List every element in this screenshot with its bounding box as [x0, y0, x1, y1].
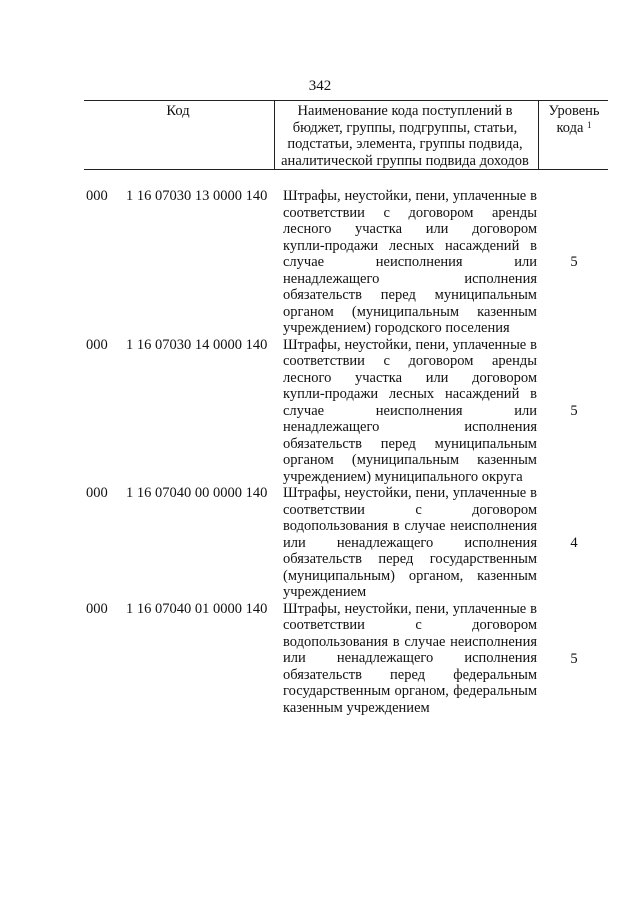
- header-level-line-2: кода $^1$: [556, 119, 592, 136]
- description-line: ненадлежащего исполнения: [283, 270, 537, 287]
- header-name-line: подстатьи, элемента, группы подвида,: [287, 136, 523, 152]
- table-row: [84, 188, 608, 337]
- income-description: [283, 188, 537, 337]
- description-line: Штрафы, неустойки, пени, уплаченные в: [283, 336, 537, 353]
- admin-code: 000: [86, 485, 108, 501]
- description-line: соответствии с договором аренды: [283, 353, 537, 369]
- description-line: соответствии с договором аренды: [283, 204, 537, 221]
- header-code-label: Код: [166, 103, 190, 119]
- description-line: случае неисполнения или: [283, 402, 537, 419]
- income-description: [283, 601, 537, 717]
- description-line: учреждением) городского поселения: [283, 320, 510, 336]
- header-name-line: Наименование кода поступлений в: [297, 103, 513, 119]
- description-line: лесного участка или договором: [283, 369, 537, 386]
- table-row: [84, 601, 608, 717]
- description-line: обязательств перед государственным: [283, 551, 537, 567]
- code-level: 4: [570, 535, 578, 551]
- code-level: 5: [570, 254, 578, 270]
- income-description: [283, 485, 537, 601]
- description-line: казенным учреждением: [283, 699, 430, 716]
- table-row: [84, 485, 608, 601]
- description-line: учреждением) муниципального округа: [283, 468, 523, 485]
- income-description: [283, 337, 537, 486]
- description-line: соответствии с договором: [283, 501, 537, 518]
- description-line: купли-продажи лесных насаждений в: [283, 386, 537, 402]
- header-name-line: бюджет, группы, подгруппы, статьи,: [292, 119, 518, 136]
- table-body: [84, 188, 608, 716]
- code-level: 5: [570, 402, 578, 419]
- budget-code: 1 16 07030 14 0000 140: [126, 336, 268, 353]
- description-line: обязательств перед федеральным: [283, 666, 537, 683]
- header-name-label: [274, 103, 536, 169]
- description-line: соответствии с договором: [283, 617, 537, 633]
- admin-code: 000: [86, 336, 108, 353]
- description-line: Штрафы, неустойки, пени, уплаченные в: [283, 188, 537, 204]
- description-line: или ненадлежащего исполнения: [283, 534, 537, 551]
- footnote-mark: 1: [587, 119, 592, 130]
- header-bottom-rule: [84, 169, 608, 170]
- admin-code: 000: [86, 188, 108, 204]
- header-level-label: [540, 103, 608, 136]
- description-line: обязательств перед муниципальным: [283, 435, 537, 452]
- description-line: водопользования в случае неисполнения: [283, 633, 537, 650]
- table-header: [84, 100, 608, 170]
- code-level: 5: [570, 650, 578, 667]
- description-line: Штрафы, неустойки, пени, уплаченные в: [283, 600, 537, 617]
- budget-code: 1 16 07040 00 0000 140: [126, 485, 268, 501]
- description-line: учреждением: [283, 584, 367, 600]
- admin-code: 000: [86, 600, 108, 617]
- description-line: купли-продажи лесных насаждений в: [283, 237, 537, 254]
- description-line: или ненадлежащего исполнения: [283, 650, 537, 666]
- header-top-rule: [84, 100, 608, 101]
- header-level-line: Уровень: [548, 103, 600, 119]
- description-line: случае неисполнения или: [283, 254, 537, 270]
- description-line: лесного участка или договором: [283, 221, 537, 237]
- header-divider-name-level: [538, 100, 539, 170]
- header-name-line: аналитической группы подвида доходов: [281, 152, 529, 169]
- description-line: ненадлежащего исполнения: [283, 419, 537, 435]
- description-line: государственным органом, федеральным: [283, 683, 537, 699]
- budget-code: 1 16 07040 01 0000 140: [126, 600, 268, 617]
- description-line: органом (муниципальным казенным: [283, 452, 537, 468]
- description-line: Штрафы, неустойки, пени, уплаченные в: [283, 485, 537, 501]
- page-number: 342: [308, 78, 332, 94]
- description-line: обязательств перед муниципальным: [283, 287, 537, 303]
- description-line: водопользования в случае неисполнения: [283, 518, 537, 534]
- description-line: (муниципальным) органом, казенным: [283, 567, 537, 584]
- table-row: [84, 337, 608, 486]
- budget-code: 1 16 07030 13 0000 140: [126, 188, 268, 204]
- description-line: органом (муниципальным казенным: [283, 303, 537, 320]
